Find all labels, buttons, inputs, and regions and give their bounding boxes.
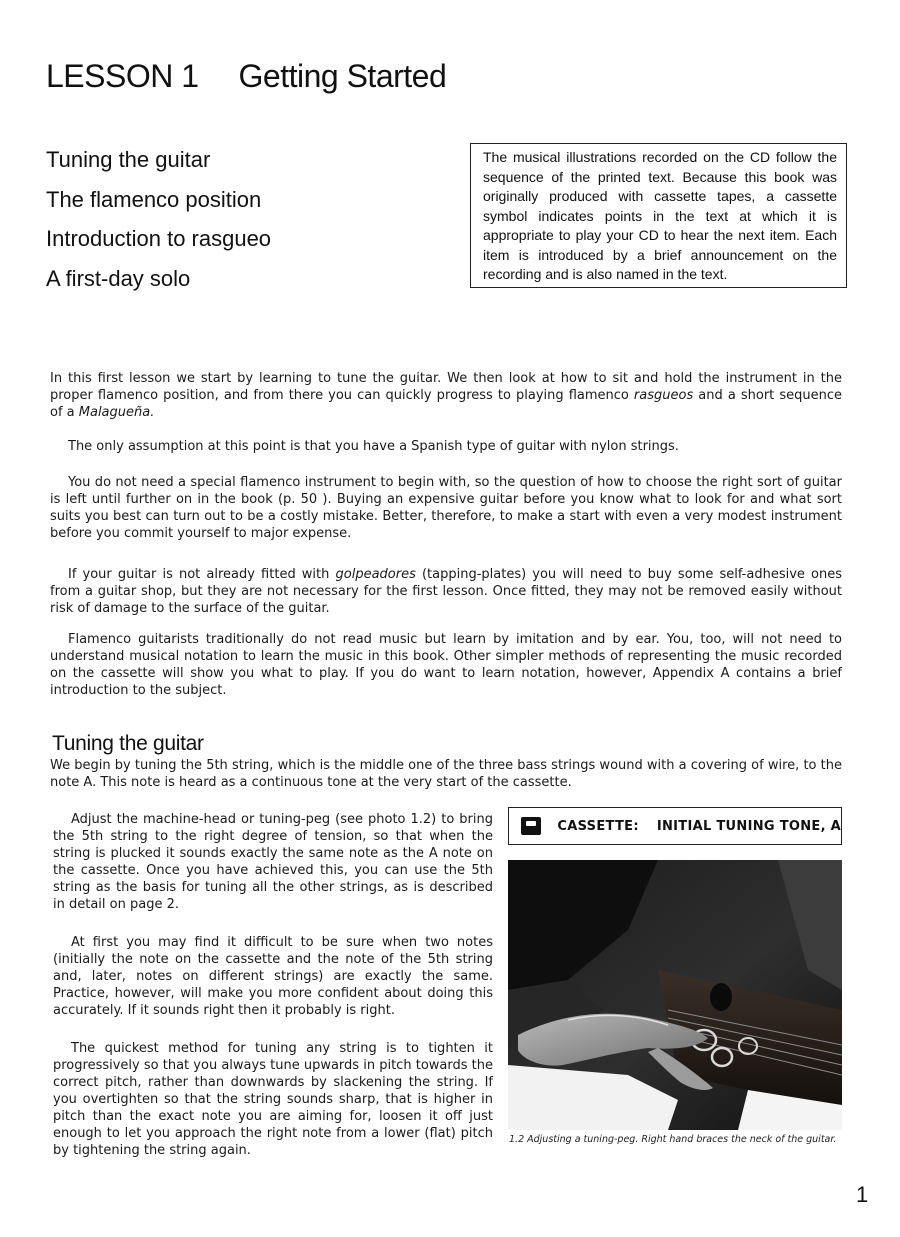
- tuning-peg-photo: [508, 860, 842, 1130]
- page-number: 1: [856, 1182, 869, 1207]
- photo-caption: 1.2 Adjusting a tuning-peg. Right hand braces the neck of the guitar.: [509, 1134, 837, 1145]
- intro-paragraph: Flamenco guitarists traditionally do not read music but learn by imitation and by ear. You, too, will not need to understand musical notation to learn the music in this book. Other simpler methods of representing the music recorded on the cassette will show you what to play. If you do want to learn notation, however, Appendix A contains a brief introduction to the subject.: [50, 632, 842, 698]
- topic-item: A first-day solo: [46, 265, 191, 291]
- section-lead: We begin by tuning the 5th string, which is the middle one of the three bass strings wound with a covering of wire, to the note A. This note is heard as a continuous tone at the very start of the cassette.: [50, 758, 842, 790]
- intro-paragraph: The only assumption at this point is that you have a Spanish type of guitar with nylon strings.: [68, 439, 679, 454]
- column-paragraph: Adjust the machine-head or tuning-peg (see photo 1.2) to bring the 5th string to the right degree of tension, so that when the string is plucked it sounds exactly the same note as the A note on the cassette. Once you have achieved this, you can use the 5th string as the basis for tuning all the other strings, as is described in detail on page 2.: [53, 812, 493, 912]
- topic-item: Tuning the guitar: [46, 147, 211, 172]
- cd-info-box: The musical illustrations recorded on the CD follow the sequence of the printed text. Because this book was originally produced with cassette tapes, a cassette symbol indicates points in the text at which it is appropriate to play your CD to hear the next item. Each item is introduced by a brief announcement on the recording and is also named in the text.: [470, 143, 847, 288]
- topics-list: [46, 146, 271, 304]
- cassette-label: CASSETTE: INITIAL TUNING TONE, A: [557, 818, 841, 834]
- lesson-heading: Getting Started: [238, 58, 447, 94]
- topic-item: Introduction to rasgueo: [46, 226, 272, 251]
- topic-item: The flamenco position: [46, 186, 262, 212]
- intro-paragraph: If your guitar is not already fitted with golpeadores (tapping-plates) you will need to buy some self-adhesive ones from a guitar shop, but they are not necessary for the first lesson. Once fitted, they may not be removed easily without risk of damage to the surface of the guitar.: [50, 567, 842, 616]
- lesson-title: [46, 58, 446, 95]
- section-heading: Tuning the guitar: [52, 732, 204, 755]
- column-paragraph: The quickest method for tuning any string is to tighten it progressively so that you always tune upwards in pitch towards the correct pitch, rather than downwards by slackening the string. If you overtighten so that the string sounds sharp, that is higher in pitch than the exact note you are aiming for, loosen it off just enough to let you approach the right note from a lower (flat) pitch by tightening the string again.: [53, 1041, 493, 1158]
- lesson-number: LESSON 1: [46, 58, 199, 94]
- cassette-cue-box: [508, 807, 842, 845]
- intro-paragraph: In this first lesson we start by learning to tune the guitar. We then look at how to sit and hold the instrument in the proper flamenco position, and from there you can quickly progress to playing flamenco rasgueos and a short sequence of a Malagueña.: [50, 371, 842, 420]
- column-paragraph: At first you may find it difficult to be sure when two notes (initially the note on the cassette and the note of the 5th string and, later, notes on different strings) are exactly the same. Practice, however, will make you more confident about doing this accurately. If it sounds right then it probably is right.: [53, 935, 493, 1018]
- intro-paragraph: You do not need a special flamenco instrument to begin with, so the question of how to choose the right sort of guitar is left until further on in the book (p. 50 ). Buying an expensive guitar before you know what to look for and what sort suits you best can turn out to be a costly mistake. Better, therefore, to make a start with even a very modest instrument before you commit yourself to major expense.: [50, 475, 842, 541]
- cassette-icon: [521, 817, 541, 835]
